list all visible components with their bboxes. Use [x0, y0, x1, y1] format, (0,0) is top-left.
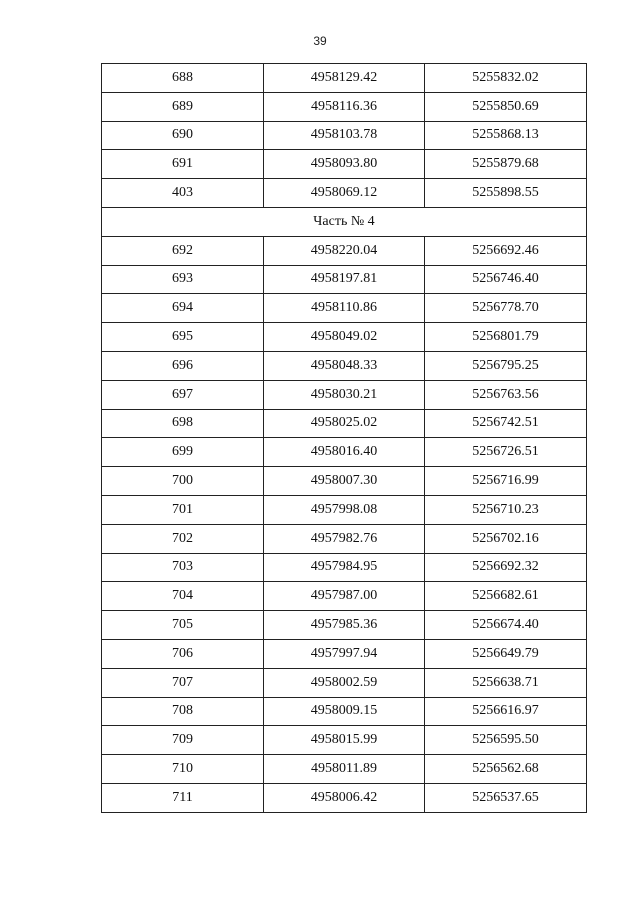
x-coordinate-cell: 4958197.81: [264, 265, 425, 294]
y-coordinate-cell: 5256710.23: [425, 495, 587, 524]
y-coordinate-cell: 5256778.70: [425, 294, 587, 323]
page-number: 39: [313, 34, 327, 48]
point-number-cell: 711: [102, 783, 264, 812]
table-row: [102, 351, 587, 380]
x-coordinate-cell: 4957998.08: [264, 495, 425, 524]
x-coordinate-cell: 4958025.02: [264, 409, 425, 438]
y-coordinate-cell: 5255868.13: [425, 121, 587, 150]
x-coordinate-cell: 4957982.76: [264, 524, 425, 553]
table-row: [102, 92, 587, 121]
y-coordinate-cell: 5256716.99: [425, 467, 587, 496]
x-coordinate-cell: 4958048.33: [264, 351, 425, 380]
table-row: [102, 409, 587, 438]
y-coordinate-cell: 5256692.32: [425, 553, 587, 582]
point-number-cell: 709: [102, 726, 264, 755]
x-coordinate-cell: 4957985.36: [264, 611, 425, 640]
point-number-cell: 692: [102, 236, 264, 265]
point-number-cell: 710: [102, 755, 264, 784]
y-coordinate-cell: 5255898.55: [425, 179, 587, 208]
point-number-cell: 691: [102, 150, 264, 179]
y-coordinate-cell: 5256562.68: [425, 755, 587, 784]
point-number-cell: 700: [102, 467, 264, 496]
table-row: [102, 582, 587, 611]
table-row: [102, 639, 587, 668]
y-coordinate-cell: 5256801.79: [425, 323, 587, 352]
y-coordinate-cell: 5255879.68: [425, 150, 587, 179]
x-coordinate-cell: 4958093.80: [264, 150, 425, 179]
table-row: [102, 64, 587, 93]
y-coordinate-cell: 5255850.69: [425, 92, 587, 121]
table-row: [102, 323, 587, 352]
point-number-cell: 696: [102, 351, 264, 380]
x-coordinate-cell: 4957984.95: [264, 553, 425, 582]
table-row: [102, 294, 587, 323]
x-coordinate-cell: 4958016.40: [264, 438, 425, 467]
y-coordinate-cell: 5256795.25: [425, 351, 587, 380]
table-row: [102, 467, 587, 496]
point-number-cell: 694: [102, 294, 264, 323]
table-row: [102, 179, 587, 208]
point-number-cell: 701: [102, 495, 264, 524]
x-coordinate-cell: 4958002.59: [264, 668, 425, 697]
section-label: Часть № 4: [102, 207, 587, 236]
x-coordinate-cell: 4958049.02: [264, 323, 425, 352]
x-coordinate-cell: 4958011.89: [264, 755, 425, 784]
x-coordinate-cell: 4958007.30: [264, 467, 425, 496]
x-coordinate-cell: 4958220.04: [264, 236, 425, 265]
x-coordinate-cell: 4958006.42: [264, 783, 425, 812]
y-coordinate-cell: 5256682.61: [425, 582, 587, 611]
point-number-cell: 690: [102, 121, 264, 150]
table-row: [102, 755, 587, 784]
table-row: [102, 611, 587, 640]
point-number-cell: 689: [102, 92, 264, 121]
table-row: [102, 495, 587, 524]
table-row: [102, 438, 587, 467]
coordinates-table: [101, 63, 587, 813]
point-number-cell: 699: [102, 438, 264, 467]
point-number-cell: 702: [102, 524, 264, 553]
y-coordinate-cell: 5256638.71: [425, 668, 587, 697]
table-row: [102, 380, 587, 409]
y-coordinate-cell: 5256742.51: [425, 409, 587, 438]
point-number-cell: 688: [102, 64, 264, 93]
point-number-cell: 704: [102, 582, 264, 611]
y-coordinate-cell: 5256692.46: [425, 236, 587, 265]
x-coordinate-cell: 4958030.21: [264, 380, 425, 409]
table-row: [102, 524, 587, 553]
x-coordinate-cell: 4958116.36: [264, 92, 425, 121]
y-coordinate-cell: 5256763.56: [425, 380, 587, 409]
point-number-cell: 698: [102, 409, 264, 438]
coordinates-table-body: [102, 64, 587, 813]
table-row: [102, 726, 587, 755]
point-number-cell: 706: [102, 639, 264, 668]
x-coordinate-cell: 4958110.86: [264, 294, 425, 323]
point-number-cell: 705: [102, 611, 264, 640]
table-row: [102, 553, 587, 582]
table-row: [102, 265, 587, 294]
x-coordinate-cell: 4958069.12: [264, 179, 425, 208]
x-coordinate-cell: 4958009.15: [264, 697, 425, 726]
y-coordinate-cell: 5256674.40: [425, 611, 587, 640]
y-coordinate-cell: 5256649.79: [425, 639, 587, 668]
x-coordinate-cell: 4958103.78: [264, 121, 425, 150]
table-row: [102, 697, 587, 726]
y-coordinate-cell: 5256726.51: [425, 438, 587, 467]
table-row: [102, 121, 587, 150]
table-row: [102, 783, 587, 812]
point-number-cell: 693: [102, 265, 264, 294]
y-coordinate-cell: 5255832.02: [425, 64, 587, 93]
x-coordinate-cell: 4958015.99: [264, 726, 425, 755]
y-coordinate-cell: 5256616.97: [425, 697, 587, 726]
y-coordinate-cell: 5256746.40: [425, 265, 587, 294]
x-coordinate-cell: 4957987.00: [264, 582, 425, 611]
x-coordinate-cell: 4957997.94: [264, 639, 425, 668]
y-coordinate-cell: 5256595.50: [425, 726, 587, 755]
y-coordinate-cell: 5256537.65: [425, 783, 587, 812]
x-coordinate-cell: 4958129.42: [264, 64, 425, 93]
point-number-cell: 707: [102, 668, 264, 697]
point-number-cell: 695: [102, 323, 264, 352]
y-coordinate-cell: 5256702.16: [425, 524, 587, 553]
table-row: [102, 668, 587, 697]
table-row: [102, 150, 587, 179]
section-row: [102, 207, 587, 236]
point-number-cell: 697: [102, 380, 264, 409]
point-number-cell: 403: [102, 179, 264, 208]
point-number-cell: 703: [102, 553, 264, 582]
point-number-cell: 708: [102, 697, 264, 726]
table-row: [102, 236, 587, 265]
